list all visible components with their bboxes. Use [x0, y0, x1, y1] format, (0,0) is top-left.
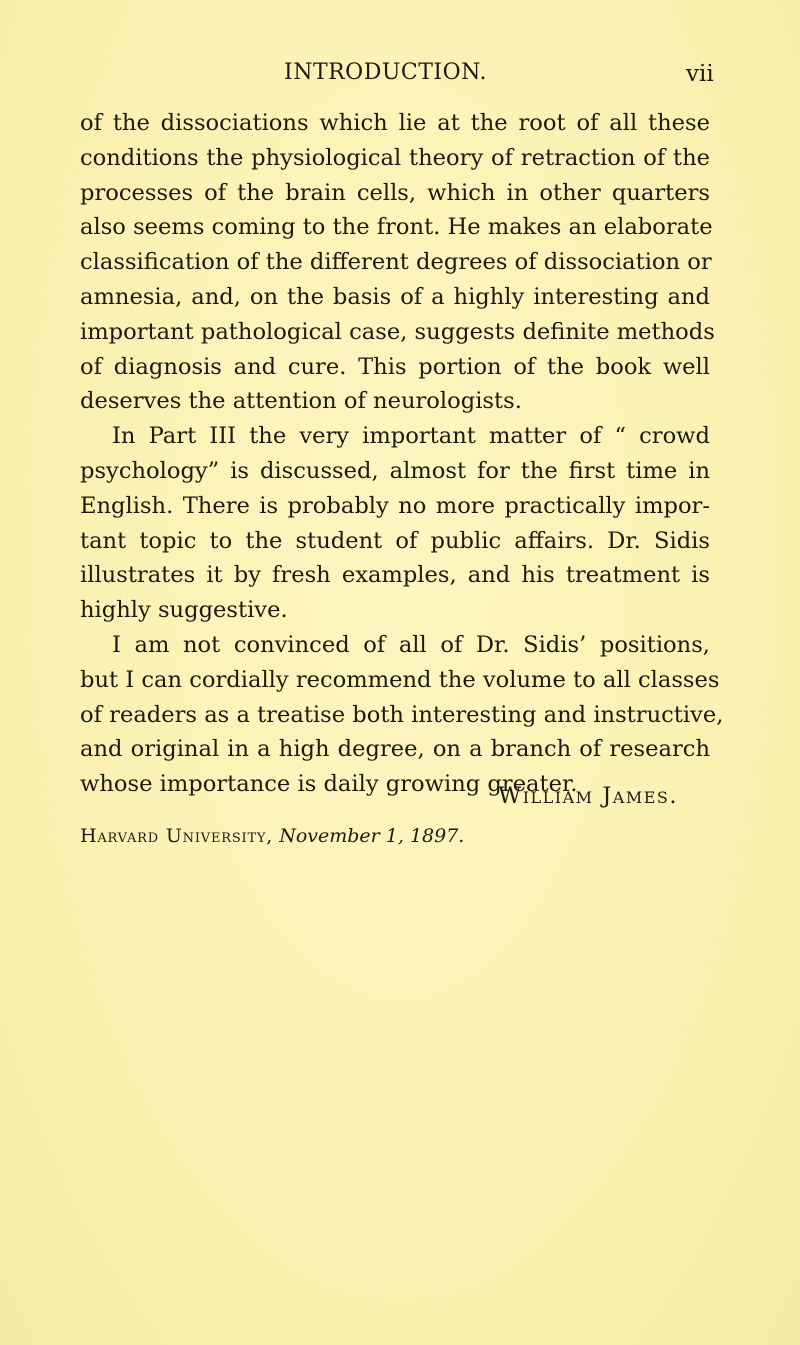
text-line: conditions the physiological theory of retraction of the	[80, 144, 710, 171]
text-line: amnesia, and, on the basis of a highly interesting and	[80, 283, 710, 310]
text-line: deserves the attention of neurologists.	[80, 388, 522, 415]
text-line: but I can cordially recommend the volume to all classes	[80, 666, 720, 693]
running-head: INTRODUCTION.	[284, 60, 487, 85]
text-line: classification of the different degrees of dissociation or	[80, 249, 712, 276]
text-line: psychology” is discussed, almost for the first time in	[80, 457, 710, 484]
text-line: important pathological case, suggests definite methods	[80, 318, 715, 345]
text-line: also seems coming to the front. He makes an elaborate	[80, 214, 713, 241]
page-header	[0, 60, 800, 92]
text-line: of readers as a treatise both interesting and instructive,	[80, 701, 724, 728]
text-line: English. There is probably no more practically impor-	[80, 492, 710, 519]
dateline-date: November 1, 1897.	[279, 825, 465, 847]
text-line: highly suggestive.	[80, 597, 288, 624]
page-number: vii	[686, 61, 714, 87]
paragraph-start-line: In Part III the very important matter of “ crowd	[112, 423, 710, 450]
signature: William James.	[498, 783, 679, 809]
dateline	[80, 825, 464, 847]
text-line: of diagnosis and cure. This portion of the book well	[80, 353, 710, 380]
text-line: illustrates it by fresh examples, and his treatment is	[80, 562, 710, 589]
text-line: tant topic to the student of public affairs. Dr. Sidis	[80, 527, 710, 554]
text-line: processes of the brain cells, which in other quarters	[80, 179, 710, 206]
dateline-institution: Harvard University,	[80, 825, 274, 847]
text-line: and original in a high degree, on a branch of research	[80, 736, 710, 763]
text-line: whose importance is daily growing greater.	[80, 771, 578, 798]
body-text	[80, 106, 724, 802]
paragraph-start-line: I am not convinced of all of Dr. Sidis’ positions,	[112, 631, 710, 658]
text-line: of the dissociations which lie at the root of all these	[80, 110, 710, 136]
